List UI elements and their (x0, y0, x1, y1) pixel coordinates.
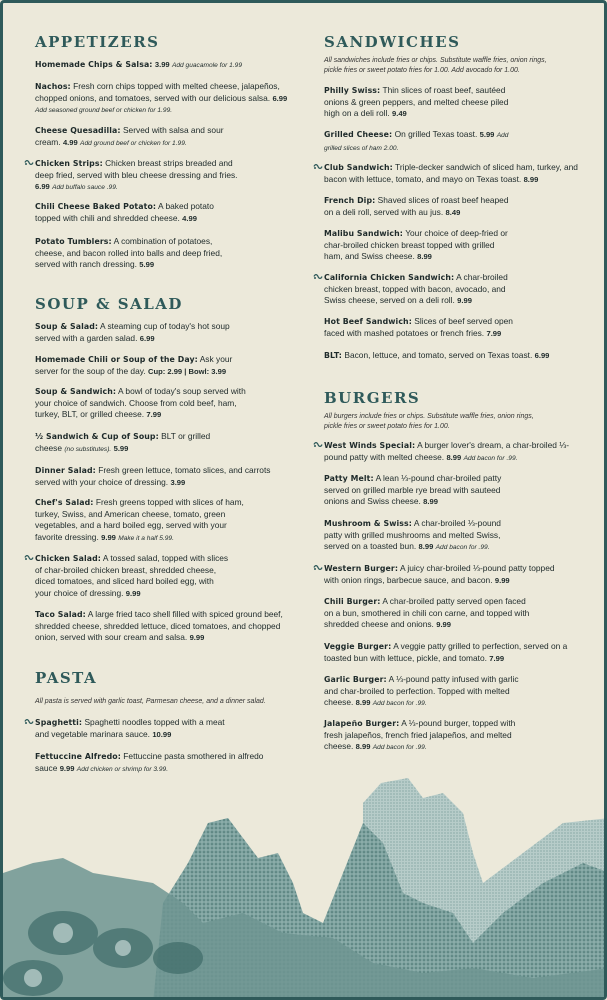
menu-item: West Winds Special: A burger lover's dream, a char-broiled ⅓-pound patty with melted cheese. 8.99 Add bacon for .99. (324, 440, 572, 464)
favorite-icon (313, 564, 323, 571)
menu-item: Soup & Sandwich: A bowl of today's soup served with your choice of sandwich. Choose from cold beef, ham, turkey, BLT, or grilled cheese. 7.99 (35, 386, 246, 419)
favorite-icon (313, 273, 323, 280)
menu-item: Chicken Salad: A tossed salad, topped with slices of char-broiled chicken breast, shredded cheese, diced tomatoes, and sliced hard boiled egg, with your choice of dressing. 9.99 (35, 553, 231, 599)
pasta-heading: PASTA (35, 669, 98, 687)
soup-salad-heading: SOUP & SALAD (35, 295, 183, 313)
menu-item: Potato Tumblers: A combination of potatoes, cheese, and bacon rolled into balls and deep fried, served with ranch dressing. 5.99 (35, 236, 223, 269)
menu-item: Patty Melt: A lean ⅓-pound char-broiled patty served on grilled marble rye bread with sauteed onions and Swiss cheese. 8.99 (324, 473, 502, 506)
menu-item: Spaghetti: Spaghetti noodles topped with a meat and vegetable marinara sauce. 10.99 (35, 717, 231, 740)
landscape-illustration (3, 763, 607, 1000)
menu-item: Homemade Chili or Soup of the Day: Ask your server for the soup of the day. Cup: 2.99 | Bowl: 3.99 (35, 354, 233, 376)
menu-item: Philly Swiss: Thin slices of roast beef, sautéed onions & green peppers, and melted cheese piled high on a deli roll. 9.49 (324, 85, 509, 118)
favorite-icon (24, 554, 34, 561)
menu-item: Cheese Quesadilla: Served with salsa and sour cream. 4.99 Add ground beef or chicken for 1.99. (35, 125, 224, 147)
menu-item: Western Burger: A juicy char-broiled ⅓-pound patty topped with onion rings, barbecue sauce, and bacon. 9.99 (324, 563, 564, 586)
sandwiches-heading: SANDWICHES (324, 33, 461, 51)
menu-item: ½ Sandwich & Cup of Soup: BLT or grilled cheese (no substitutes). 5.99 (35, 431, 211, 453)
menu-item: Mushroom & Swiss: A char-broiled ⅓-pound patty with grilled mushrooms and melted Swiss, served on a toasted bun. 8.99 Add bacon for .99. (324, 518, 501, 551)
menu-item: Jalapeño Burger: A ⅓-pound burger, topped with fresh jalapeños, french fried jalapeños, and melted cheese. 8.99 Add bacon for .99. (324, 718, 516, 751)
menu-item: Grilled Cheese: On grilled Texas toast. 5.99 Add grilled slices of ham 2.00. (324, 129, 509, 152)
menu-item: Hot Beef Sandwich: Slices of beef served open faced with mashed potatoes or french fries. 7.99 (324, 316, 513, 338)
menu-item: Taco Salad: A large fried taco shell filled with spiced ground beef, shredded cheese, shredded lettuce, diced tomatoes, and chopped onion, served with sour cream and salsa. 9.99 (35, 609, 283, 642)
menu-item: Garlic Burger: A ⅓-pound patty infused with garlic and char-broiled to perfection. Topped with melted cheese. 8.99 Add bacon for .99. (324, 674, 519, 707)
burgers-note: All burgers include fries or chips. Substitute waffle fries, onion rings, pickle fries or sweet potato fries for 1.00. (324, 413, 534, 430)
pasta-note: All pasta is served with garlic toast, Parmesan cheese, and a dinner salad. (35, 698, 266, 705)
menu-item: Veggie Burger: A veggie patty grilled to perfection, served on a toasted bun with lettuce, pickle, and tomato. 7.99 (324, 641, 568, 663)
appetizers-heading: APPETIZERS (35, 33, 160, 51)
menu-item: Nachos: Fresh corn chips topped with melted cheese, jalapeños, chopped onions, and tomatoes, served with our delicious salsa. 6.99 Add seasoned ground beef or chicken for 1.99. (35, 81, 288, 114)
burgers-heading: BURGERS (324, 389, 421, 407)
menu-item: French Dip: Shaved slices of roast beef heaped on a deli roll, served with au jus. 8.49 (324, 195, 509, 217)
menu-item: Malibu Sandwich: Your choice of deep-fried or char-broiled chicken breast topped with grilled ham, and Swiss cheese. 8.99 (324, 228, 508, 261)
menu-item: Fettuccine Alfredo: Fettuccine pasta smothered in alfredo sauce 9.99 Add chicken or shrimp for 3.99. (35, 751, 264, 773)
favorite-icon (313, 441, 323, 448)
menu-item: Club Sandwich: Triple-decker sandwich of sliced ham, turkey, and bacon with lettuce, tomato, and mayo on Texas toast. 8.99 (324, 162, 582, 185)
menu-item: Chicken Strips: Chicken breast strips breaded and deep fried, served with bleu cheese dressing and fries. 6.99 Add buffalo sauce .99. (35, 158, 243, 194)
favorite-icon (24, 718, 34, 725)
menu-item: Soup & Salad: A steaming cup of today's hot soup served with a garden salad. 6.99 (35, 321, 230, 343)
menu-item: Chef's Salad: Fresh greens topped with slices of ham, turkey, Swiss, and American cheese, tomato, green vegetables, and a hard boiled egg, served with your favorite dressing. 9.99 Make it a half 5.99. (35, 497, 244, 542)
favorite-icon (24, 159, 34, 166)
favorite-icon (313, 163, 323, 170)
sandwiches-note: All sandwiches include fries or chips. Substitute waffle fries, onion rings, pickle fries or sweet potato fries for 1.00. Add avocado for 1.00. (324, 57, 547, 74)
menu-item: BLT: Bacon, lettuce, and tomato, served on Texas toast. 6.99 (324, 350, 550, 360)
menu-item: Homemade Chips & Salsa: 3.99 Add guacamole for 1.99 (35, 60, 242, 69)
menu-item: Chili Burger: A char-broiled patty served open faced on a bun, smothered in chili con carne, and topped with shredded cheese and onions. 9.99 (324, 596, 530, 629)
menu-item: Chili Cheese Baked Potato: A baked potato topped with chili and shredded cheese. 4.99 (35, 201, 214, 223)
menu-item: Dinner Salad: Fresh green lettuce, tomato slices, and carrots served with your choice of dressing. 3.99 (35, 465, 271, 487)
menu-item: California Chicken Sandwich: A char-broiled chicken breast, topped with bacon, avocado, and Swiss cheese, served on a deli roll. 9.99 (324, 272, 526, 307)
